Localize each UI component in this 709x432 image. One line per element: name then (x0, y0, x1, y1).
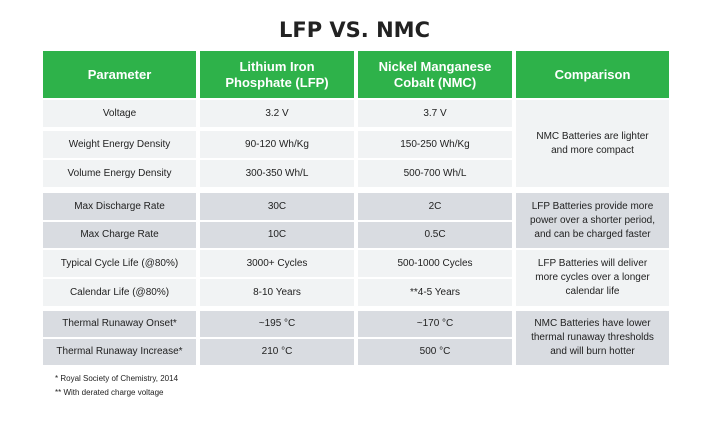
header-lfp: Lithium Iron Phosphate (LFP) (200, 51, 354, 98)
row-calendar-life-lfp: 8-10 Years (200, 279, 354, 306)
row-volume-density-nmc: 500-700 Wh/L (358, 160, 512, 187)
row-cycle-life-nmc: 500-1000 Cycles (358, 250, 512, 277)
row-calendar-life-parameter: Calendar Life (@80%) (43, 279, 196, 306)
page-title: LFP VS. NMC (279, 18, 430, 42)
row-max-discharge-nmc: 2C (358, 193, 512, 220)
row-weight-density-nmc: 150-250 Wh/Kg (358, 131, 512, 158)
row-thermal-onset-lfp: ~195 °C (200, 311, 354, 337)
row-thermal-increase-lfp: 210 °C (200, 339, 354, 365)
comparison-energy-density: NMC Batteries are lighter and more compact (516, 100, 669, 187)
row-cycle-life-lfp: 3000+ Cycles (200, 250, 354, 277)
row-max-discharge-lfp: 30C (200, 193, 354, 220)
header-comparison: Comparison (516, 51, 669, 98)
header-parameter: Parameter (43, 51, 196, 98)
row-weight-density-lfp: 90-120 Wh/Kg (200, 131, 354, 158)
row-thermal-increase-nmc: 500 °C (358, 339, 512, 365)
row-cycle-life-parameter: Typical Cycle Life (@80%) (43, 250, 196, 277)
row-max-charge-lfp: 10C (200, 222, 354, 248)
row-thermal-onset-nmc: ~170 °C (358, 311, 512, 337)
row-max-charge-parameter: Max Charge Rate (43, 222, 196, 248)
comparison-thermal: NMC Batteries have lower thermal runaway thresholds and will burn hotter (516, 311, 669, 365)
row-thermal-increase-parameter: Thermal Runaway Increase* (43, 339, 196, 365)
footnote-source: * Royal Society of Chemistry, 2014 (55, 374, 179, 383)
row-max-discharge-parameter: Max Discharge Rate (43, 193, 196, 220)
row-weight-density-parameter: Weight Energy Density (43, 131, 196, 158)
row-max-charge-nmc: 0.5C (358, 222, 512, 248)
row-volume-density-lfp: 300-350 Wh/L (200, 160, 354, 187)
row-calendar-life-nmc: **4-5 Years (358, 279, 512, 306)
row-voltage-lfp: 3.2 V (200, 100, 354, 127)
row-volume-density-parameter: Volume Energy Density (43, 160, 196, 187)
row-voltage-parameter: Voltage (43, 100, 196, 127)
comparison-rate: LFP Batteries provide more power over a shorter period, and can be charged faster (516, 193, 669, 248)
row-voltage-nmc: 3.7 V (358, 100, 512, 127)
row-thermal-onset-parameter: Thermal Runaway Onset* (43, 311, 196, 337)
header-nmc: Nickel Manganese Cobalt (NMC) (358, 51, 512, 98)
footnote-derated: ** With derated charge voltage (55, 388, 164, 397)
comparison-lifespan: LFP Batteries will deliver more cycles over a longer calendar life (516, 250, 669, 306)
